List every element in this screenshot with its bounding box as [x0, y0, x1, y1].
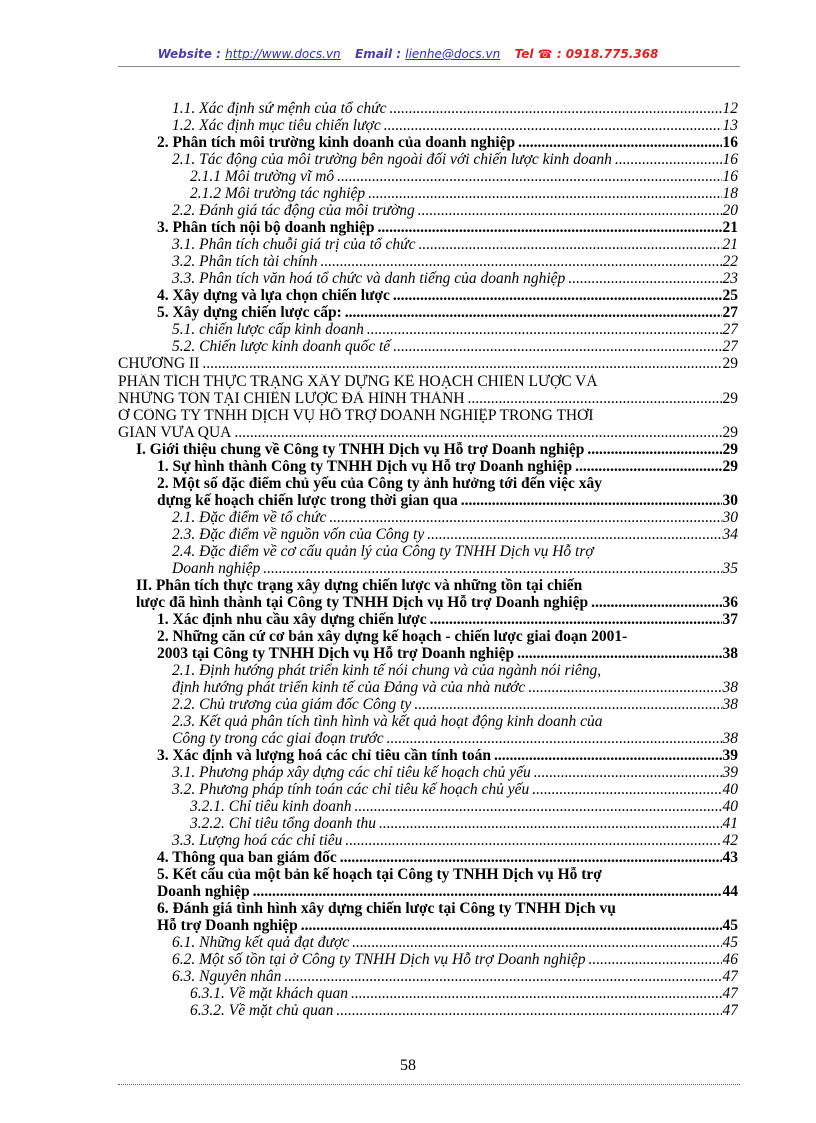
toc-entry-title: 3.3. Lượng hoá các chỉ tiêu [172, 833, 343, 849]
toc-entry-page: 22 [722, 254, 738, 270]
toc-entry-title: 6.3.2. Về mặt chủ quan [190, 1003, 334, 1019]
toc-entry-page: 29 [722, 356, 738, 372]
toc-entry-title: 1.1. Xác định sứ mệnh của tổ chức [172, 101, 387, 117]
toc-entry-page: 35 [722, 561, 738, 577]
toc-entry[interactable] [118, 425, 738, 442]
toc-entry-title: 2. Những căn cứ cơ bản xây dựng kế hoạch - chiến lược giai đoạn 2001- [157, 629, 628, 645]
toc-entry-page: 47 [722, 986, 738, 1002]
toc-leader-dots [427, 527, 721, 543]
toc-entry-title: 2.4. Đặc điểm về cơ cấu quản lý của Công ty TNHH Dịch vụ Hỗ trợ [172, 544, 594, 560]
toc-leader-dots [340, 850, 722, 866]
toc-entry[interactable] [172, 118, 738, 135]
toc-entry-title: 3.3. Phân tích văn hoá tổ chức và danh tiếng của doanh nghiệp [172, 271, 566, 287]
page-header: Website : http://www.docs.vn Email : lienhe@docs.vn Tel ☎ : 0918.775.368 [157, 47, 659, 61]
toc-entry[interactable] [172, 339, 738, 356]
toc-entry[interactable] [190, 816, 738, 833]
toc-entry-title: 6.3.1. Về mặt khách quan [190, 986, 348, 1002]
toc-entry-title: 3. Phân tích nội bộ doanh nghiệp [157, 220, 375, 236]
email-label: Email [355, 47, 393, 61]
toc-entry[interactable] [172, 697, 738, 714]
toc-leader-dots [568, 271, 721, 287]
toc-entry-title: Công ty trong các giai đoạn trước [172, 731, 384, 747]
tel-number: 0918.775.368 [565, 47, 659, 61]
toc-entry-page: 38 [722, 680, 738, 696]
toc-entry-page: 16 [722, 152, 738, 168]
toc-leader-dots [345, 305, 722, 321]
toc-entry-title: 2003 tại Công ty TNHH Dịch vụ Hỗ trợ Doanh nghiệp [157, 646, 515, 662]
toc-entry[interactable] [157, 476, 738, 493]
toc-entry-page: 38 [722, 697, 738, 713]
toc-entry[interactable] [136, 442, 738, 459]
toc-entry-page: 40 [722, 799, 738, 815]
toc-leader-dots [534, 765, 722, 781]
toc-entry-page: 47 [722, 969, 738, 985]
toc-entry-title: 3.2.2. Chỉ tiêu tổng doanh thu [190, 816, 376, 832]
toc-entry[interactable] [172, 714, 738, 731]
toc-leader-dots [528, 680, 721, 696]
toc-entry[interactable] [172, 322, 738, 339]
toc-leader-dots [494, 748, 722, 764]
toc-leader-dots [354, 799, 721, 815]
toc-entry-title: định hướng phát triển kinh tế của Đảng và của nhà nước [172, 680, 526, 696]
toc-entry-title: 5. Xây dựng chiến lược cấp: [157, 305, 342, 321]
toc-entry[interactable] [172, 833, 738, 850]
toc-entry-page: 45 [722, 935, 738, 951]
toc-entry-title: 3.2. Phân tích tài chính [172, 254, 318, 270]
toc-entry-page: 21 [722, 220, 738, 236]
toc-entry[interactable] [157, 748, 738, 765]
toc-entry-page: 47 [722, 1003, 738, 1019]
toc-entry-title: dựng kế hoạch chiến lược trong thời gian qua [157, 493, 458, 509]
toc-entry-page: 41 [722, 816, 738, 832]
toc-entry-title: 4. Thông qua ban giám đốc [157, 850, 337, 866]
toc-entry-title: NHỮNG TỒN TẠI CHIẾN LƯỢC ĐÃ HÌNH THÀNH [118, 391, 465, 407]
toc-entry-page: 23 [722, 271, 738, 287]
toc-leader-dots [615, 152, 722, 168]
toc-entry[interactable] [190, 1003, 738, 1020]
website-link[interactable]: http://www.docs.vn [225, 47, 341, 61]
toc-entry-page: 29 [722, 459, 738, 475]
toc-entry[interactable] [172, 237, 738, 254]
toc-entry-page: 45 [722, 918, 738, 934]
toc-entry[interactable] [157, 493, 738, 510]
toc-entry-title: II. Phân tích thực trạng xây dựng chiến lược và những tồn tại chiến [136, 578, 583, 594]
toc-leader-dots [419, 237, 722, 253]
toc-entry-title: 1. Sự hình thành Công ty TNHH Dịch vụ Hỗ trợ Doanh nghiệp [157, 459, 573, 475]
toc-entry-title: 3.2.1. Chỉ tiêu kinh doanh [190, 799, 352, 815]
toc-entry-page: 21 [722, 237, 738, 253]
toc-leader-dots [414, 697, 721, 713]
toc-entry-page: 44 [722, 884, 738, 900]
toc-entry[interactable] [172, 527, 738, 544]
toc-leader-dots [461, 493, 722, 509]
toc-leader-dots [301, 918, 722, 934]
toc-entry[interactable] [157, 220, 738, 237]
toc-entry[interactable] [172, 544, 738, 561]
toc-entry[interactable] [157, 901, 738, 918]
toc-entry-page: 27 [722, 305, 738, 321]
toc-entry-page: 29 [722, 391, 738, 407]
toc-entry[interactable] [118, 356, 738, 373]
toc-leader-dots [384, 118, 722, 134]
toc-entry[interactable] [172, 663, 738, 680]
toc-entry-title: GIAN VỪA QUA [118, 425, 232, 441]
tel-label: Tel [514, 47, 534, 61]
toc-entry-page: 43 [722, 850, 738, 866]
toc-entry-page: 34 [722, 527, 738, 543]
toc-leader-dots [393, 339, 721, 355]
toc-leader-dots [468, 391, 722, 407]
toc-entry-title: I. Giới thiệu chung về Công ty TNHH Dịch vụ Hỗ trợ Doanh nghiệp [136, 442, 585, 458]
toc-entry-title: 2.2. Đánh giá tác động của môi trường [172, 203, 415, 219]
toc-leader-dots [352, 935, 721, 951]
toc-leader-dots [202, 356, 721, 372]
toc-entry-title: 2.3. Đặc điểm về nguồn vốn của Công ty [172, 527, 425, 543]
toc-entry-title: 2.1. Tác động của môi trường bên ngoài đối với chiến lược kinh doanh [172, 152, 612, 168]
toc-entry[interactable] [172, 969, 738, 986]
toc-leader-dots [253, 884, 722, 900]
toc-entry-title: lược đã hình thành tại Công ty TNHH Dịch vụ Hỗ trợ Doanh nghiệp [136, 595, 589, 611]
toc-entry-page: 27 [722, 339, 738, 355]
toc-entry-page: 39 [722, 748, 738, 764]
toc-entry-title: Doanh nghiệp [157, 884, 250, 900]
toc-entry[interactable] [118, 408, 738, 425]
toc-entry-page: 40 [722, 782, 738, 798]
toc-leader-dots [345, 833, 721, 849]
toc-leader-dots [393, 288, 722, 304]
toc-entry[interactable] [157, 612, 738, 629]
toc-entry[interactable] [157, 305, 738, 322]
phone-icon: ☎ [537, 47, 553, 61]
toc-leader-dots [532, 782, 721, 798]
email-link[interactable]: lienhe@docs.vn [405, 47, 501, 61]
toc-entry-page: 39 [722, 765, 738, 781]
toc-entry[interactable] [118, 374, 738, 391]
toc-entry-title: 3.2. Phương pháp tính toán các chỉ tiêu kế hoạch chủ yếu [172, 782, 530, 798]
toc-leader-dots [379, 816, 722, 832]
toc-leader-dots [368, 186, 721, 202]
toc-entry-title: 2.1.2 Môi trường tác nghiệp [190, 186, 366, 202]
toc-leader-dots [575, 459, 721, 475]
toc-entry-title: Hỗ trợ Doanh nghiệp [157, 918, 298, 934]
toc-entry-page: 16 [722, 135, 738, 151]
toc-entry-title: Doanh nghiệp [172, 561, 261, 577]
toc-entry-title: 5.1. chiến lược cấp kinh doanh [172, 322, 364, 338]
toc-leader-dots [284, 969, 721, 985]
toc-entry-title: Ở CÔNG TY TNHH DỊCH VỤ HỖ TRỢ DOANH NGHIỆP TRONG THỜI [118, 408, 594, 424]
toc-entry-title: 1.2. Xác định mục tiêu chiến lược [172, 118, 381, 134]
toc-entry-title: PHÂN TÍCH THỰC TRẠNG XÂY DỰNG KẾ HOẠCH CHIẾN LƯỢC VÀ [118, 374, 598, 390]
toc-entry-title: 2.1. Đặc điểm về tổ chức [172, 510, 327, 526]
page-number: 58 [400, 1057, 416, 1074]
toc-entry-title: 6. Đánh giá tình hình xây dựng chiến lược tại Công ty TNHH Dịch vụ [157, 901, 616, 917]
toc-entry[interactable] [172, 101, 738, 118]
toc-leader-dots [517, 646, 721, 662]
toc-entry[interactable] [157, 135, 738, 152]
toc-entry-title: 2.3. Kết quả phân tích tình hình và kết quả hoạt động kinh doanh của [172, 714, 603, 730]
toc-entry[interactable] [136, 578, 738, 595]
toc-leader-dots [589, 952, 722, 968]
footer-rule [118, 1084, 740, 1085]
toc-entry[interactable] [172, 731, 738, 748]
toc-entry-page: 38 [722, 731, 738, 747]
toc-entry-title: 1. Xác định nhu cầu xây dựng chiến lược [157, 612, 427, 628]
toc-entry[interactable] [190, 169, 738, 186]
toc-entry[interactable] [190, 799, 738, 816]
toc-leader-dots [418, 203, 722, 219]
toc-entry[interactable] [157, 288, 738, 305]
website-label: Website [157, 47, 212, 61]
toc-entry-title: 2.1. Định hướng phát triển kinh tế nói chung và của ngành nói riêng, [172, 663, 602, 679]
header-rule [118, 66, 740, 67]
toc-entry-title: 4. Xây dựng và lựa chọn chiến lược [157, 288, 390, 304]
toc-entry-page: 38 [722, 646, 738, 662]
toc-entry-title: 5.2. Chiến lược kinh doanh quốc tế [172, 339, 391, 355]
toc-entry-page: 27 [722, 322, 738, 338]
toc-leader-dots [367, 322, 722, 338]
toc-leader-dots [234, 425, 721, 441]
toc-entry-page: 29 [722, 442, 738, 458]
toc-leader-dots [387, 731, 722, 747]
toc-entry[interactable] [190, 186, 738, 203]
toc-entry[interactable] [136, 595, 738, 612]
toc-entry-page: 18 [722, 186, 738, 202]
toc-entry-page: 20 [722, 203, 738, 219]
toc-leader-dots [390, 101, 722, 117]
toc-entry[interactable] [172, 935, 738, 952]
toc-entry-page: 30 [722, 493, 738, 509]
toc-entry[interactable] [157, 884, 738, 901]
toc-entry-title: 3.1. Phân tích chuỗi giá trị của tổ chức [172, 237, 416, 253]
toc-entry[interactable] [172, 765, 738, 782]
toc-entry[interactable] [172, 152, 738, 169]
toc-entry[interactable] [172, 561, 738, 578]
toc-leader-dots [587, 442, 721, 458]
toc-leader-dots [351, 986, 722, 1002]
toc-leader-dots [329, 510, 721, 526]
toc-leader-dots [591, 595, 721, 611]
toc-entry[interactable] [172, 510, 738, 527]
toc-leader-dots [430, 612, 722, 628]
toc-entry-page: 12 [722, 101, 738, 117]
toc-entry-title: 6.3. Nguyên nhân [172, 969, 282, 985]
toc-entry-title: 2. Phân tích môi trường kinh doanh của doanh nghiệp [157, 135, 516, 151]
toc-entry-page: 30 [722, 510, 738, 526]
toc-entry[interactable] [157, 918, 738, 935]
toc-leader-dots [378, 220, 722, 236]
toc-leader-dots [337, 169, 721, 185]
toc-entry[interactable] [157, 867, 738, 884]
toc-entry-title: 5. Kết cấu của một bản kế hoạch tại Công ty TNHH Dịch vụ Hỗ trợ [157, 867, 602, 883]
toc-entry[interactable] [157, 850, 738, 867]
toc-entry-title: 6.2. Một số tồn tại ở Công ty TNHH Dịch vụ Hỗ trợ Doanh nghiệp [172, 952, 586, 968]
toc-entry-title: 3.1. Phương pháp xây dựng các chỉ tiêu kế hoạch chủ yếu [172, 765, 531, 781]
toc-leader-dots [336, 1003, 721, 1019]
toc-entry[interactable] [172, 254, 738, 271]
toc-entry-page: 46 [722, 952, 738, 968]
toc-entry-page: 13 [722, 118, 738, 134]
toc-entry[interactable] [157, 629, 738, 646]
toc-entry-page: 25 [722, 288, 738, 304]
toc-entry-page: 42 [722, 833, 738, 849]
toc-entry-title: 2. Một số đặc điểm chủ yếu của Công ty ảnh hưởng tới đến việc xây [157, 476, 602, 492]
toc-entry-title: 2.2. Chủ trương của giám đốc Công ty [172, 697, 412, 713]
toc-entry[interactable] [118, 391, 738, 408]
toc-entry-title: 3. Xác định và lượng hoá các chỉ tiêu cần tính toán [157, 748, 491, 764]
toc-entry[interactable] [172, 952, 738, 969]
toc-entry-page: 37 [722, 612, 738, 628]
toc-entry-page: 36 [722, 595, 738, 611]
toc-entry[interactable] [172, 203, 738, 220]
toc-entry-title: CHƯƠNG II [118, 356, 200, 372]
toc-entry-title: 6.1. Những kết quả đạt được [172, 935, 350, 951]
toc-entry[interactable] [172, 680, 738, 697]
toc-entry[interactable] [157, 459, 738, 476]
toc-entry[interactable] [172, 271, 738, 288]
toc-leader-dots [321, 254, 722, 270]
toc-entry[interactable] [157, 646, 738, 663]
toc-entry-page: 29 [722, 425, 738, 441]
toc-entry-title: 2.1.1 Môi trường vĩ mô [190, 169, 335, 185]
toc-entry[interactable] [190, 986, 738, 1003]
toc-entry-page: 16 [722, 169, 738, 185]
toc-leader-dots [263, 561, 721, 577]
toc-entry[interactable] [172, 782, 738, 799]
toc-leader-dots [518, 135, 721, 151]
